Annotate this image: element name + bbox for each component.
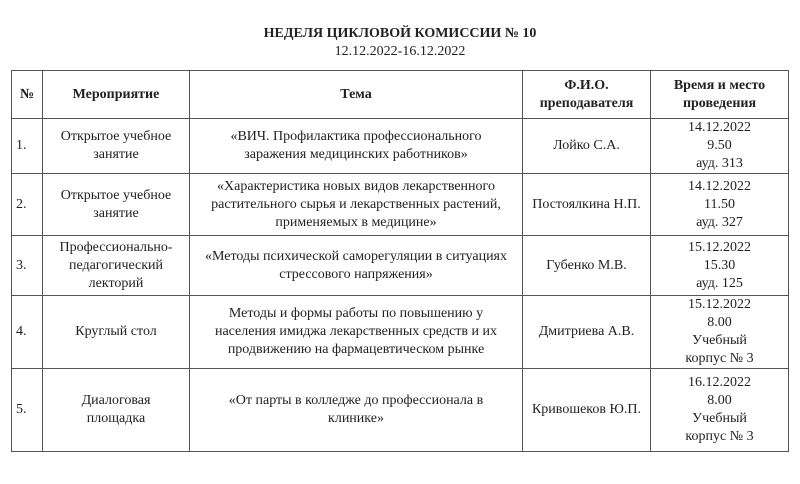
cell-num: 2. xyxy=(12,174,43,236)
cell-teacher: Лойко С.А. xyxy=(523,119,651,174)
cell-time-place-line: Учебный xyxy=(692,411,747,426)
cell-time-place xyxy=(651,119,789,174)
cell-event-line: занятие xyxy=(93,147,139,162)
cell-event xyxy=(43,236,190,296)
cell-event xyxy=(43,296,190,369)
cell-time-place xyxy=(651,174,789,236)
cell-time-place-line: Учебный xyxy=(692,333,747,348)
cell-event xyxy=(43,369,190,452)
table-row xyxy=(12,174,789,236)
header-time-line: проведения xyxy=(682,95,757,111)
cell-event-line: Профессионально- xyxy=(59,239,173,255)
cell-event-line: Круглый стол xyxy=(75,324,157,339)
date-range: 12.12.2022-16.12.2022 xyxy=(334,44,466,59)
table-header-row xyxy=(12,71,789,119)
header-event: Мероприятие xyxy=(43,71,190,119)
cell-event-line: Открытое учебное xyxy=(60,129,172,144)
cell-teacher: Постоялкина Н.П. xyxy=(523,174,651,236)
cell-time-place-line: 11.50 xyxy=(704,196,735,212)
header-time-line: Время и место xyxy=(673,77,766,93)
cell-topic-line: «Характеристика новых видов лекарственного xyxy=(217,178,495,194)
cell-event-line: Открытое учебное xyxy=(60,187,172,203)
cell-num: 5. xyxy=(12,369,43,452)
table-row xyxy=(12,119,789,174)
cell-time-place-line: 15.12.2022 xyxy=(688,239,751,255)
cell-time-place-line: ауд. 125 xyxy=(696,275,743,291)
cell-topic-line: «Методы психической саморегуляции в ситуациях xyxy=(204,248,508,264)
cell-num: 4. xyxy=(12,296,43,369)
cell-time-place-line: 14.12.2022 xyxy=(688,178,751,194)
cell-teacher: Губенко М.В. xyxy=(523,236,651,296)
table-row xyxy=(12,236,789,296)
document-title: НЕДЕЛЯ ЦИКЛОВОЙ КОМИССИИ № 10 xyxy=(263,26,537,41)
cell-time-place-line: 15.30 xyxy=(703,257,736,273)
cell-topic-line: стрессового напряжения» xyxy=(279,266,433,282)
cell-event xyxy=(43,174,190,236)
cell-event xyxy=(43,119,190,174)
cell-time-place-line: 16.12.2022 xyxy=(688,375,751,390)
cell-event-line: Диалоговая xyxy=(81,393,151,408)
header-time-place xyxy=(651,71,789,119)
cell-topic xyxy=(190,369,523,452)
cell-time-place-line: 9.50 xyxy=(707,138,732,153)
cell-topic xyxy=(190,174,523,236)
cell-topic-line: «От парты в колледже до профессионала в xyxy=(228,393,484,408)
cell-topic-line: применяемых в медицине» xyxy=(275,214,437,230)
cell-event-line: занятие xyxy=(93,205,139,221)
cell-event-line: педагогический xyxy=(68,257,164,273)
cell-topic-line: «ВИЧ. Профилактика профессионального xyxy=(230,129,482,144)
cell-time-place-line: 8.00 xyxy=(707,315,732,330)
cell-time-place-line: ауд. 313 xyxy=(696,156,743,171)
cell-time-place-line: 8.00 xyxy=(707,393,732,408)
header-teacher-line: преподавателя xyxy=(539,95,634,111)
header-teacher xyxy=(523,71,651,119)
cell-topic-line: растительного сырья и лекарственных растений, xyxy=(211,196,501,212)
cell-time-place xyxy=(651,369,789,452)
cell-time-place xyxy=(651,296,789,369)
cell-num: 3. xyxy=(12,236,43,296)
cell-topic-line: Методы и формы работы по повышению у xyxy=(228,306,484,321)
cell-topic-line: населения имиджа лекарственных средств и их xyxy=(214,324,498,339)
header-num: № xyxy=(12,71,43,119)
cell-teacher: Дмитриева А.В. xyxy=(523,296,651,369)
cell-topic-line: продвижению на фармацевтическом рынке xyxy=(227,342,485,357)
cell-time-place-line: 14.12.2022 xyxy=(688,120,751,135)
cell-teacher: Кривошеков Ю.П. xyxy=(523,369,651,452)
cell-time-place-line: ауд. 327 xyxy=(696,214,743,230)
cell-event-line: площадка xyxy=(86,411,146,426)
header-topic: Тема xyxy=(190,71,523,119)
cell-topic-line: клинике» xyxy=(328,411,384,426)
cell-time-place-line: 15.12.2022 xyxy=(688,297,751,312)
table-row xyxy=(12,369,789,452)
cell-topic-line: заражения медицинских работников» xyxy=(244,147,468,162)
cell-num: 1. xyxy=(12,119,43,174)
cell-topic xyxy=(190,236,523,296)
table-row xyxy=(12,296,789,369)
cell-time-place-line: корпус № 3 xyxy=(685,429,754,444)
cell-time-place xyxy=(651,236,789,296)
cell-event-line: лекторий xyxy=(88,275,144,291)
cell-topic xyxy=(190,119,523,174)
cell-topic xyxy=(190,296,523,369)
cell-time-place-line: корпус № 3 xyxy=(685,351,754,366)
header-teacher-line: Ф.И.О. xyxy=(564,77,609,93)
schedule-table xyxy=(11,70,789,452)
